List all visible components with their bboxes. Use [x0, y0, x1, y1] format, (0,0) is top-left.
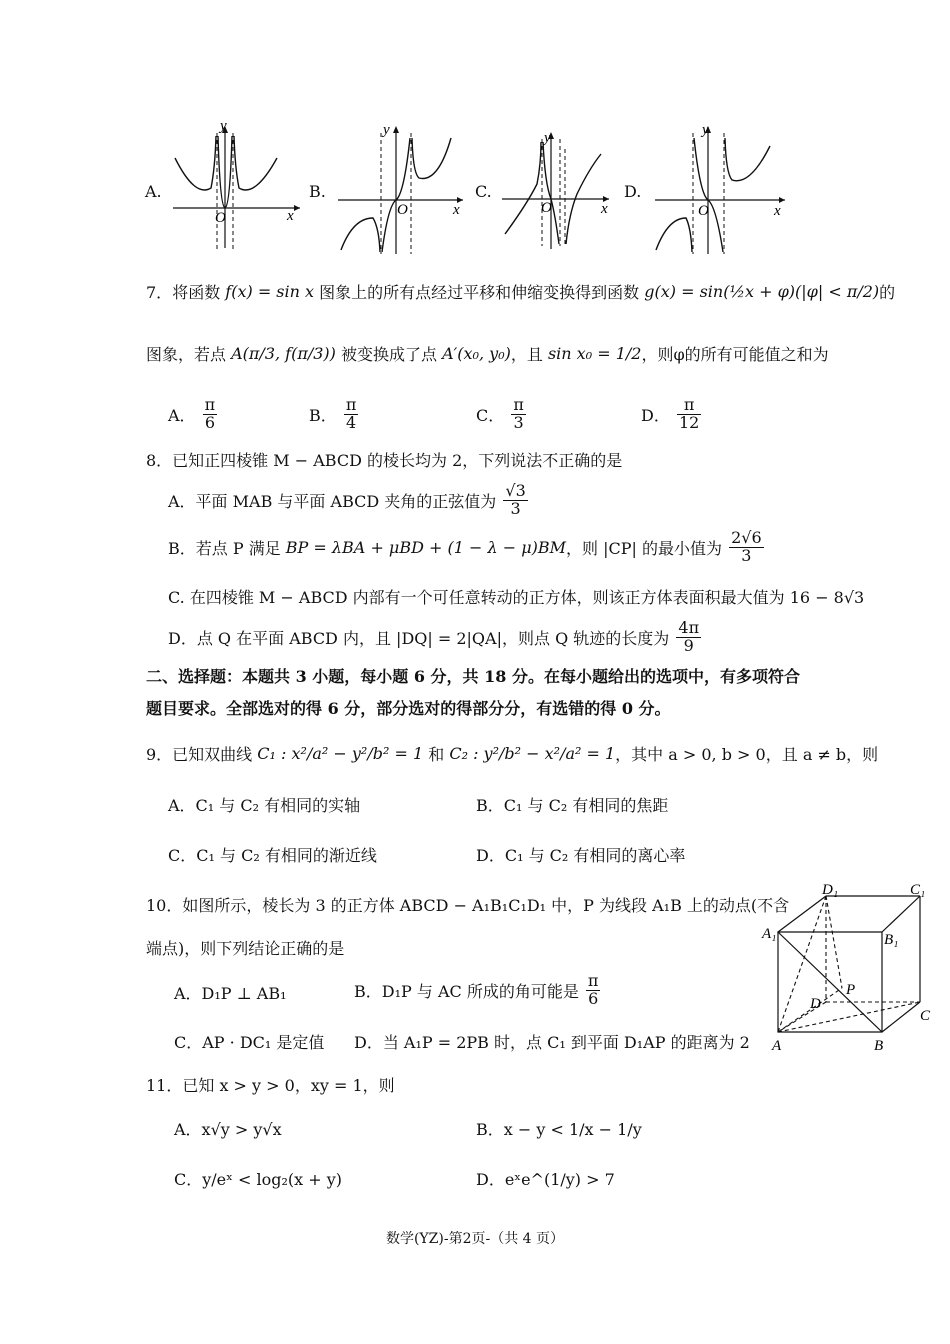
q7-option-c — [476, 397, 528, 432]
q9-option-c: C．C₁ 与 C₂ 有相同的渐近线 — [168, 846, 377, 865]
q7-text1: 将函数 — [172, 283, 221, 302]
q7-line2 — [146, 342, 829, 365]
q8-option-d — [168, 620, 703, 655]
q8-option-b-num: 2√6 — [731, 528, 762, 547]
q9-c2: C₂ : y²/b² − x²/a² = 1 — [449, 744, 616, 763]
q6-c-origin: O — [541, 200, 552, 216]
q10-option-d: D．当 A₁P = 2PB 时，点 C₁ 到平面 D₁AP 的距离为 2 — [354, 1033, 750, 1052]
q6-b-axis-y: y — [383, 122, 390, 138]
q7-text3: 的 — [879, 283, 896, 302]
q7-option-d — [641, 397, 703, 432]
q6-option-d-label: D. — [624, 182, 642, 201]
q7-text4: 图象，若点 — [146, 345, 227, 364]
q7-text7: ，则φ的所有可能值之和为 — [641, 345, 829, 364]
q8-option-b-text2: ，则 |CP| 的最小值为 — [566, 538, 722, 558]
q8-option-a-text: A．平面 MAB 与平面 ABCD 夹角的正弦值为 — [168, 491, 497, 511]
q9-stem2: ，其中 a > 0, b > 0，且 a ≠ b，则 — [615, 745, 879, 764]
q7-option-a-den: 6 — [204, 412, 215, 432]
q6-d-origin: O — [698, 203, 709, 219]
q6-c-axis-y: y — [544, 130, 551, 146]
q7-option-c-den: 3 — [513, 412, 524, 432]
section2-line2: 题目要求。全部选对的得 6 分，部分选对的得部分分，有选错的得 0 分。 — [146, 699, 671, 718]
q7-option-b-num: π — [345, 395, 357, 414]
q6-a-origin: O — [215, 210, 226, 226]
q8-option-b-expr: BP = λBA + μBD + (1 − λ − μ)BM — [285, 537, 566, 557]
q8-option-b — [168, 530, 766, 565]
page-footer: 数学(YZ)-第2页-（共 4 页） — [385, 1231, 565, 1247]
q9-option-b: B．C₁ 与 C₂ 有相同的焦距 — [476, 796, 669, 815]
q7-number: 7． — [146, 283, 173, 302]
q10-option-b — [354, 973, 602, 1008]
q6-b-axis-x: x — [453, 202, 460, 218]
q7-option-d-num: π — [677, 397, 701, 415]
q8-option-c: C. 在四棱锥 M − ABCD 内部有一个可任意转动的正方体，则该正方体表面积最大值为 16 − 8√3 — [168, 588, 865, 607]
cube-label-b1: B₁ — [884, 932, 899, 948]
q7-option-d-den: 12 — [678, 412, 700, 432]
q7-option-b — [309, 397, 360, 432]
q6-a-axis-y: y — [220, 118, 227, 134]
q7-option-b-label: B． — [309, 405, 337, 425]
q7-text6: ，且 — [510, 345, 543, 364]
q6-c-axis-x: x — [601, 201, 608, 217]
q6-b-origin: O — [397, 202, 408, 218]
q7-point-a-prime: A′(x₀, y₀) — [442, 344, 511, 363]
q10-option-b-num: π — [587, 971, 599, 990]
q7-text5: 被变换成了点 — [341, 345, 438, 364]
q10-cube-figure — [760, 884, 940, 1056]
cube-label-d: D — [810, 996, 821, 1012]
q10-line2: 端点)，则下列结论正确的是 — [146, 939, 345, 958]
q8-option-d-den: 9 — [683, 635, 694, 655]
q6-d-axis-y: y — [702, 122, 709, 138]
q11-stem: 11．已知 x > y > 0，xy = 1，则 — [146, 1076, 395, 1095]
q9-c1: C₁ : x²/a² − y²/b² = 1 — [257, 744, 424, 763]
q6-graph-c — [497, 124, 615, 254]
q7-option-b-den: 4 — [346, 412, 357, 432]
q7-option-a-num: π — [204, 395, 216, 414]
q7-option-a-label: A． — [168, 405, 196, 425]
q6-graph-b — [333, 118, 468, 256]
q6-option-a-label: A. — [145, 182, 162, 201]
q9-stem — [146, 742, 878, 765]
q7-line1 — [146, 280, 895, 303]
q6-a-axis-x: x — [287, 208, 294, 224]
q10-line1: 10．如图所示，棱长为 3 的正方体 ABCD − A₁B₁C₁D₁ 中，P 为线段 A₁B 上的动点(不含 — [146, 896, 790, 915]
q9-stem1: 9．已知双曲线 — [146, 745, 253, 764]
q8-option-a-den: 3 — [510, 498, 521, 518]
cube-label-a: A — [772, 1038, 782, 1054]
q10-option-a: A．D₁P ⊥ AB₁ — [174, 984, 287, 1003]
q7-option-c-num: π — [513, 395, 524, 414]
q7-fx: f(x) = sin x — [225, 282, 315, 301]
q11-option-b: B．x − y < 1/x − 1/y — [476, 1120, 642, 1139]
q8-stem: 8．已知正四棱锥 M − ABCD 的棱长均为 2，下列说法不正确的是 — [146, 451, 623, 470]
cube-label-a1: A₁ — [762, 926, 777, 942]
q7-option-a — [168, 397, 219, 432]
q9-option-a: A．C₁ 与 C₂ 有相同的实轴 — [168, 796, 361, 815]
q8-option-d-text: D．点 Q 在平面 ABCD 内，且 |DQ| = 2|QA|，则点 Q 轨迹的长度为 — [168, 628, 670, 648]
q8-option-a — [168, 483, 530, 518]
q6-graph-a — [165, 118, 305, 253]
q9-and: 和 — [428, 745, 445, 764]
q8-option-b-text1: B．若点 P 满足 — [168, 538, 281, 558]
q6-option-b-label: B. — [309, 182, 326, 201]
q6-graph-d — [650, 118, 790, 256]
cube-label-c1: C₁ — [910, 884, 926, 898]
q7-point-a: A(π/3, f(π/3)) — [231, 344, 336, 363]
q8-option-a-num: √3 — [505, 481, 526, 500]
q8-option-d-num: 4π — [678, 618, 700, 637]
q7-option-c-label: C． — [476, 405, 505, 425]
q7-gx: g(x) = sin(½x + φ)(|φ| < π/2) — [644, 282, 880, 301]
section2-line1: 二、选择题：本题共 3 小题，每小题 6 分，共 18 分。在每小题给出的选项中，有多项符合 — [146, 667, 800, 686]
q11-option-a: A．x√y > y√x — [174, 1120, 282, 1139]
q7-text2: 图象上的所有点经过平移和伸缩变换得到函数 — [319, 283, 640, 302]
cube-label-p: P — [846, 982, 856, 998]
cube-label-c: C — [920, 1008, 931, 1024]
q11-option-c: C．y/eˣ < log₂(x + y) — [174, 1170, 343, 1189]
q10-option-b-text: B．D₁P 与 AC 所成的角可能是 — [354, 981, 579, 1001]
cube-label-b: B — [874, 1038, 884, 1054]
q7-condition: sin x₀ = 1/2 — [547, 344, 642, 363]
q11-option-d: D．eˣe^(1/y) > 7 — [476, 1170, 615, 1189]
q6-d-axis-x: x — [774, 203, 781, 219]
q7-option-d-label: D． — [641, 405, 670, 425]
q10-option-b-den: 6 — [588, 988, 599, 1008]
q8-option-b-den: 3 — [741, 545, 752, 565]
q10-option-c: C．AP · DC₁ 是定值 — [174, 1033, 325, 1052]
cube-label-d1: D₁ — [822, 884, 839, 898]
q9-option-d: D．C₁ 与 C₂ 有相同的离心率 — [476, 846, 686, 865]
q6-option-c-label: C. — [475, 182, 492, 201]
